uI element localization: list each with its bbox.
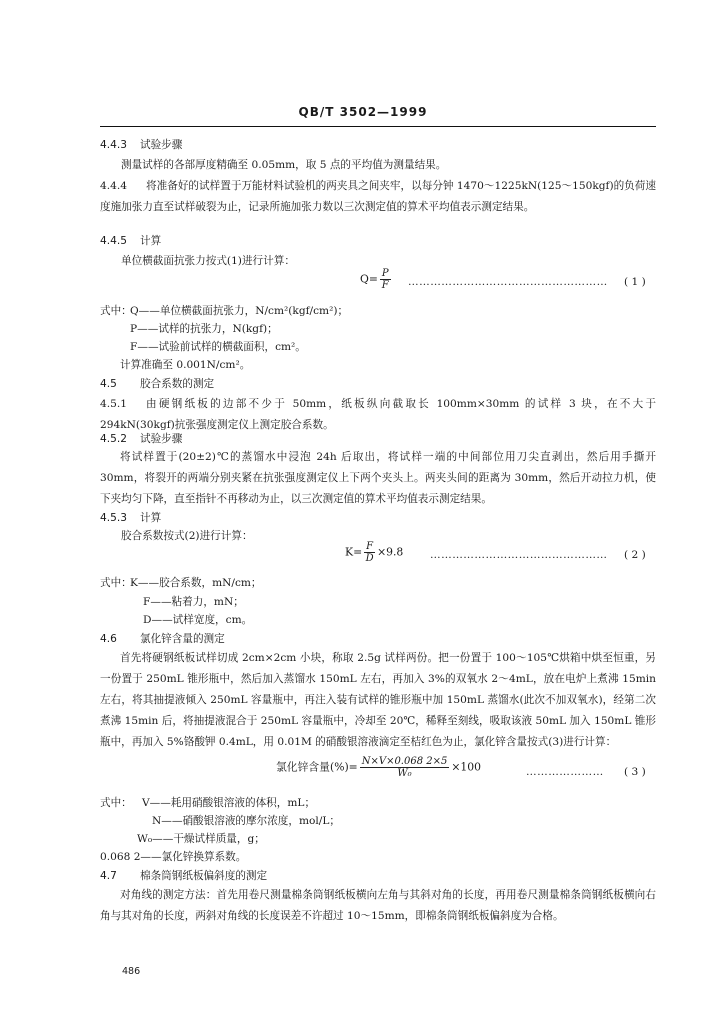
- formula-1-intro: 单位横截面抗张力按式(1)进行计算：: [121, 255, 295, 267]
- section-number: 4.4.3: [100, 139, 127, 151]
- section-4-5-1-text: 由硬钢纸板的边部不少于 50mm，纸板纵向截取长 100mm×30mm 的试样 3 块，在不大于 294kN(30kgf)抗张强度测定仪上测定胶合系数。: [100, 398, 656, 431]
- formula-2-intro: 胶合系数按式(2)进行计算：: [121, 530, 253, 542]
- section-4-5-2-text: 将试样置于(20±2)℃的蒸馏水中浸泡 24h 后取出，将试样一端的中间部位用刀尖直剥出，然后用手撕开 30mm，将裂开的两端分别夹紧在抗张强度测定仪上下两个夹头上。两夹头间的距离为 30mm，然后开动拉力机，使下夹均匀下降，直至指针不再移动为止，以三次测定值的算术平均值表示测定结果。: [100, 451, 656, 505]
- formula-1-leader: ………………………………………………: [408, 276, 608, 288]
- where-label: 式中：: [100, 577, 132, 589]
- definition-Q: Q——单位横截面抗张力，N/cm²(kgf/cm²)；: [130, 305, 349, 317]
- section-title: 计算: [140, 512, 162, 524]
- formula-2-lhs: K=: [345, 545, 363, 559]
- precision-note: 计算准确至 0.001N/cm²。: [120, 359, 251, 371]
- definition-P: P——试样的抗张力，N(kgf)；: [130, 323, 278, 335]
- formula-3-tail: ×100: [451, 760, 482, 774]
- section-number: 4.6: [100, 633, 117, 645]
- page-number: 486: [122, 966, 141, 977]
- formula-1-lhs: Q=: [360, 272, 378, 286]
- section-4-4-3-heading: [100, 139, 182, 152]
- formula-2-numerator: F: [366, 541, 374, 552]
- section-4-6-heading: [100, 633, 225, 646]
- section-4-5-2-heading: [100, 433, 182, 446]
- section-title: 试验步骤: [140, 139, 183, 151]
- formula-3-number: ( 3 ): [624, 766, 646, 778]
- formula-3-fraction: [360, 756, 450, 779]
- formula-2-fraction: [364, 541, 375, 564]
- section-4-4-3-text: 测量试样的各部厚度精确至 0.05mm，取 5 点的平均值为测量结果。: [121, 159, 447, 171]
- section-4-4-4-text: 将准备好的试样置于万能材料试验机的两夹具之间夹牢，以每分钟 1470～1225kN(125～150kgf)的负荷速度施加张力直至试样破裂为止，记录所施加张力数以三次测定值的算术平均值表示测定结果。: [100, 180, 656, 213]
- section-4-5-1-number: 4.5.1: [100, 398, 127, 410]
- where-label: 式中：: [100, 797, 132, 809]
- formula-3-numerator: N×V×0.068 2×5: [361, 756, 448, 767]
- formula-1: [360, 268, 393, 291]
- formula-2-denominator: D: [365, 553, 374, 564]
- header-rule: [100, 126, 656, 127]
- section-title: 试验步骤: [140, 433, 183, 445]
- formula-3-lhs: 氯化锌含量(%)=: [276, 760, 358, 774]
- section-number: 4.5: [100, 378, 117, 390]
- formula-1-number: ( 1 ): [624, 276, 646, 288]
- formula-1-denominator: F: [381, 280, 389, 291]
- formula-2-leader: …………………………………………: [430, 549, 608, 561]
- formula-1-fraction: [380, 268, 391, 291]
- section-title: 棉条筒钢纸板偏斜度的测定: [140, 870, 268, 882]
- section-number: 4.4.5: [100, 235, 127, 247]
- definition-K: K——胶合系数，mN/cm；: [130, 577, 262, 589]
- section-4-7-text: 对角线的测定方法：首先用卷尺测量棉条筒钢纸板横向左角与其斜对角的长度，再用卷尺测量棉条筒钢纸板横向右角与其对角的长度，两斜对角线的长度误差不许超过 10～15mm，即棉条筒钢纸板偏斜度为合格。: [100, 889, 656, 922]
- section-title: 氯化锌含量的测定: [140, 633, 225, 645]
- section-4-7-heading: [100, 870, 267, 883]
- definition-F-force: F——粘着力，mN；: [143, 596, 244, 608]
- formula-3-denominator: W₀: [397, 768, 412, 779]
- formula-2: [345, 541, 403, 564]
- definition-F: F——试验前试样的横截面积，cm²。: [130, 341, 306, 353]
- section-title: 计算: [140, 235, 162, 247]
- section-title: 胶合系数的测定: [140, 378, 215, 390]
- definition-V: V——耗用硝酸银溶液的体积，mL；: [142, 797, 316, 809]
- where-label: 式中：: [100, 305, 132, 317]
- section-number: 4.7: [100, 870, 117, 882]
- section-number: 4.5.3: [100, 512, 127, 524]
- formula-3: [276, 756, 481, 779]
- section-4-6-text: 首先将硬钢纸板试样切成 2cm×2cm 小块，称取 2.5g 试样两份。把一份置于 100～105℃烘箱中烘至恒重，另一份置于 250mL 锥形瓶中，然后加入蒸馏水 150mL 左右，再加入 3%的双氧水 2～4mL，放在电炉上煮沸 15min 左右，将其抽提液倾入 250mL 容量瓶中，再注入装有试样的锥形瓶中加 150mL 蒸馏水(此次不加双氧水)，经第二次煮沸 15min 后，将抽提液混合于 250mL 容量瓶中，冷却至 20℃，稀释至刻线，吸取该液 50mL 加入 150mL 锥形瓶中，再加入 5%铬酸钾 0.4mL，用 0.01M 的硝酸银溶液滴定至桔红色为止，氯化锌含量按式(3)进行计算：: [100, 652, 656, 748]
- definition-W0: W₀——干燥试样质量，g；: [137, 833, 265, 845]
- section-4-5-3-heading: [100, 512, 161, 525]
- definition-N: N——硝酸银溶液的摩尔浓度，mol/L；: [152, 815, 340, 827]
- section-4-4-4-number: 4.4.4: [100, 180, 127, 192]
- definition-D: D——试样宽度，cm。: [143, 614, 253, 626]
- formula-3-leader: …………………: [526, 766, 604, 778]
- page-header: QB/T 3502—1999: [298, 105, 428, 119]
- formula-2-number: ( 2 ): [624, 549, 646, 561]
- definition-factor: 0.068 2——氯化锌换算系数。: [100, 851, 247, 863]
- section-4-5-heading: [100, 378, 214, 391]
- section-number: 4.5.2: [100, 433, 127, 445]
- section-4-4-5-heading: [100, 235, 161, 248]
- formula-2-tail: ×9.8: [377, 545, 404, 559]
- formula-1-numerator: P: [381, 268, 389, 279]
